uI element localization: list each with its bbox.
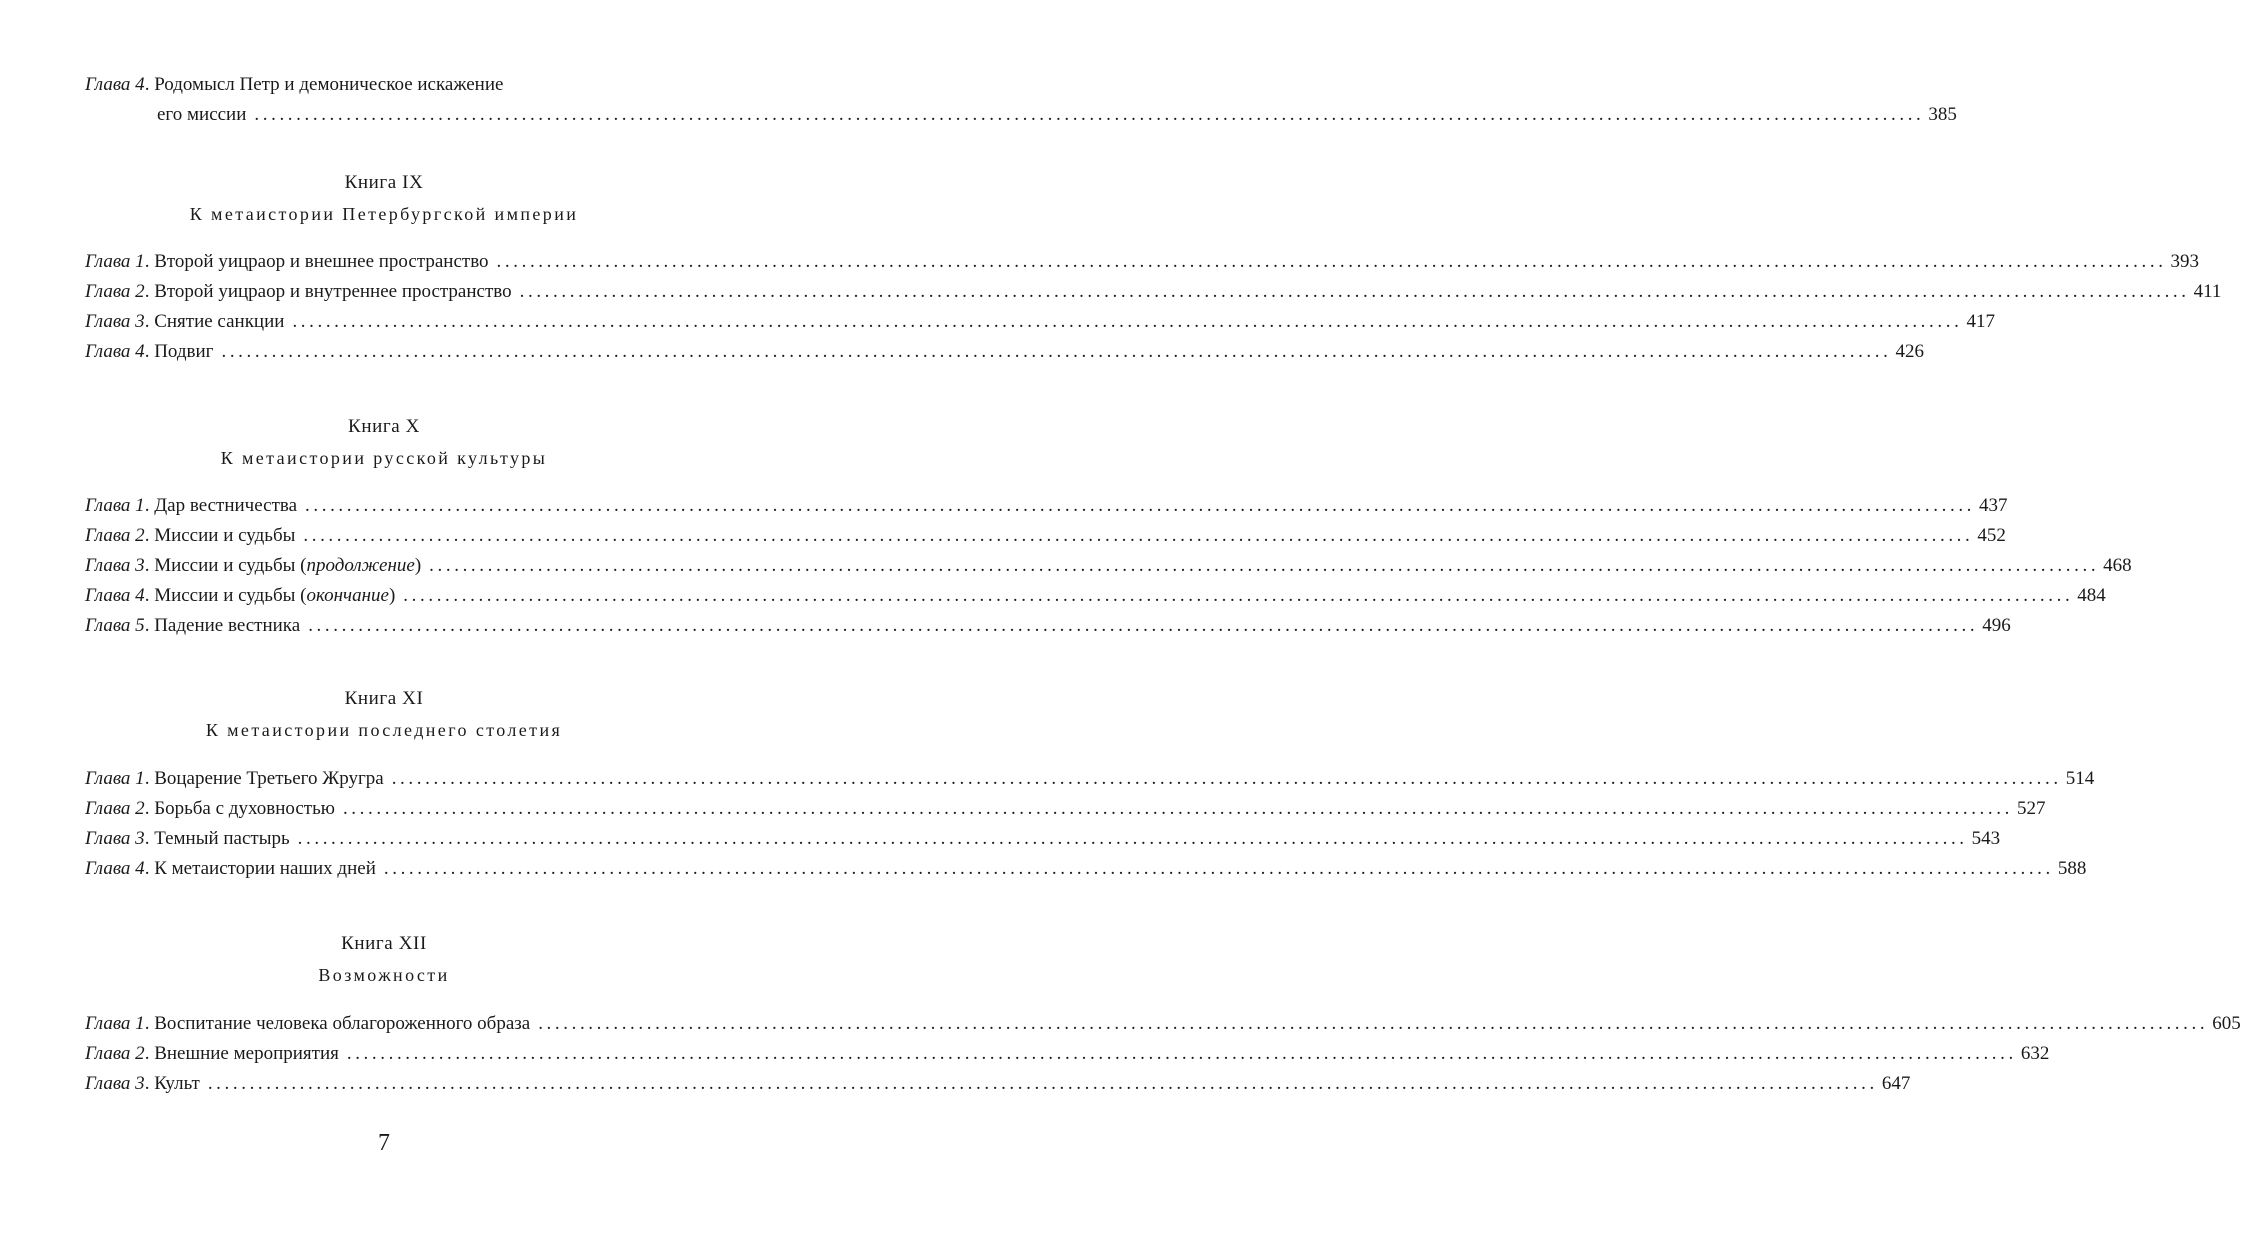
leader-dots: ........................................................................................................................................................................................................ — [391, 768, 2062, 789]
leader-dots: ........................................................................................................................................................................................................ — [254, 104, 1925, 125]
leader-dots: ........................................................................................................................................................................................................ — [519, 281, 2190, 302]
leader-dots: ........................................................................................................................................................................................................ — [429, 555, 2100, 576]
book-number: Книга XII — [341, 933, 427, 954]
chapter-label: Глава 2 — [85, 798, 145, 819]
toc-row — [85, 250, 2200, 280]
chapter-label: Глава 5 — [85, 615, 145, 636]
toc-row — [85, 767, 2095, 797]
chapter-label: Глава 3 — [85, 311, 145, 332]
toc-row — [85, 614, 2011, 644]
chapter-title-main: . Миссии и судьбы ( — [144, 555, 307, 576]
book-heading — [0, 687, 768, 742]
chapter-title-end: ) — [414, 555, 422, 576]
leader-dots: ........................................................................................................................................................................................................ — [342, 798, 2013, 819]
chapter-label: Глава 4 — [85, 858, 145, 879]
chapter-label: Глава 4 — [85, 74, 145, 95]
toc-row — [85, 340, 1924, 370]
page-number: 605 — [2212, 1013, 2241, 1034]
chapter-title: . Подвиг — [144, 341, 214, 362]
chapter-title: . Падение вестника — [144, 615, 301, 636]
chapter-title-italic: продолжение — [306, 555, 415, 576]
leader-dots: ........................................................................................................................................................................................................ — [496, 251, 2167, 272]
page-number: 452 — [1977, 525, 2006, 546]
chapter-title: . Дар вестничества — [144, 495, 298, 516]
book-chapters — [85, 494, 2132, 644]
page-number: 385 — [1928, 104, 1957, 125]
page-number: 514 — [2065, 768, 2095, 789]
chapter-title — [145, 584, 396, 608]
chapter-title: . К метаистории наших дней — [144, 858, 376, 879]
book-chapters — [85, 250, 2222, 370]
chapter-label: Глава 1 — [85, 1013, 145, 1034]
page-number: 543 — [1971, 828, 2001, 849]
leader-dots: ........................................................................................................................................................................................................ — [403, 585, 2074, 606]
toc-row — [85, 524, 2006, 554]
toc-row — [85, 103, 1957, 133]
chapter-label: Глава 3 — [85, 1073, 145, 1094]
book-heading — [0, 932, 768, 987]
chapter-label: Глава 1 — [85, 251, 145, 272]
toc-row — [85, 554, 2132, 584]
toc-row — [85, 310, 1995, 340]
toc-row — [85, 857, 2087, 887]
leader-dots: ........................................................................................................................................................................................................ — [207, 1073, 1878, 1094]
chapter-title: . Борьба с духовностью — [144, 798, 335, 819]
chapter-label: Глава 1 — [85, 768, 145, 789]
toc-row — [85, 280, 2222, 310]
chapter-title: . Темный пастырь — [144, 828, 290, 849]
toc-row — [85, 797, 2046, 827]
chapter-label: Глава 4 — [85, 341, 145, 362]
chapter-title: . Миссии и судьбы — [144, 525, 296, 546]
page-number: 437 — [1979, 495, 2008, 516]
toc-row — [85, 1042, 2050, 1072]
leader-dots: ........................................................................................................................................................................................................ — [538, 1013, 2209, 1034]
book-title: Возможности — [318, 965, 450, 985]
chapter-label: Глава 4 — [85, 585, 145, 606]
chapter-title: . Воспитание человека облагороженного образа — [144, 1013, 531, 1034]
book-number: Книга XI — [344, 688, 424, 709]
book-number: Книга X — [348, 416, 420, 437]
chapter-label: Глава 2 — [85, 525, 145, 546]
page-number: 496 — [1982, 615, 2011, 636]
book-title: К метаистории русской культуры — [220, 448, 548, 468]
page-number: 527 — [2016, 798, 2046, 819]
chapter-title: . Снятие санкции — [144, 311, 285, 332]
page-number: 393 — [2170, 251, 2200, 272]
page-folio: 7 — [378, 1130, 390, 1156]
chapter-title: . Воцарение Третьего Жругра — [144, 768, 384, 789]
page-number: 484 — [2077, 585, 2106, 606]
toc-row — [85, 584, 2106, 614]
chapter-label: Глава 3 — [85, 555, 145, 576]
chapter-title — [145, 554, 421, 578]
leader-dots: ........................................................................................................................................................................................................ — [292, 311, 1963, 332]
book-heading — [0, 171, 768, 226]
chapter-title: . Внешние мероприятия — [144, 1043, 339, 1064]
leader-dots: ........................................................................................................................................................................................................ — [221, 341, 1892, 362]
leader-dots: ........................................................................................................................................................................................................ — [305, 495, 1976, 516]
leader-dots: ........................................................................................................................................................................................................ — [383, 858, 2054, 879]
chapter-title-main: . Миссии и судьбы ( — [144, 585, 307, 606]
page-number: 632 — [2020, 1043, 2050, 1064]
page-number: 468 — [2103, 555, 2132, 576]
toc-row — [85, 1072, 1911, 1102]
leader-dots: ........................................................................................................................................................................................................ — [308, 615, 1979, 636]
page-number: 647 — [1881, 1073, 1911, 1094]
book-chapters — [85, 767, 2095, 887]
page-number: 411 — [2193, 281, 2222, 302]
toc-row — [85, 494, 2008, 524]
book-title: К метаистории последнего столетия — [205, 720, 563, 740]
book-number: Книга IX — [344, 172, 424, 193]
leader-dots: ........................................................................................................................................................................................................ — [346, 1043, 2017, 1064]
toc-row — [85, 73, 656, 103]
chapter-label: Глава 2 — [85, 281, 145, 302]
chapter-title-italic: окончание — [306, 585, 389, 606]
chapter-title: . Второй уицраор и внешнее пространство — [144, 251, 489, 272]
chapter-title: . Второй уицраор и внутреннее пространство — [144, 281, 512, 302]
chapter-label: Глава 3 — [85, 828, 145, 849]
chapter-title-end: ) — [388, 585, 396, 606]
leader-dots: ........................................................................................................................................................................................................ — [303, 525, 1974, 546]
toc-row — [85, 1012, 2241, 1042]
chapter-label: Глава 2 — [85, 1043, 145, 1064]
toc-row — [85, 827, 2001, 857]
chapter-label: Глава 1 — [85, 495, 145, 516]
book-chapters — [85, 1012, 2241, 1102]
page-number: 417 — [1966, 311, 1995, 332]
chapter-title-continued: его миссии — [157, 104, 247, 125]
toc-entry-top — [85, 73, 1957, 133]
chapter-title: . Культ — [144, 1073, 200, 1094]
book-heading — [0, 415, 768, 470]
chapter-title: . Родомысл Петр и демоническое искажение — [144, 74, 504, 95]
page-number: 426 — [1895, 341, 1924, 362]
page-number: 588 — [2057, 858, 2087, 879]
book-title: К метаистории Петербургской империи — [189, 204, 579, 224]
leader-dots: ........................................................................................................................................................................................................ — [297, 828, 1968, 849]
